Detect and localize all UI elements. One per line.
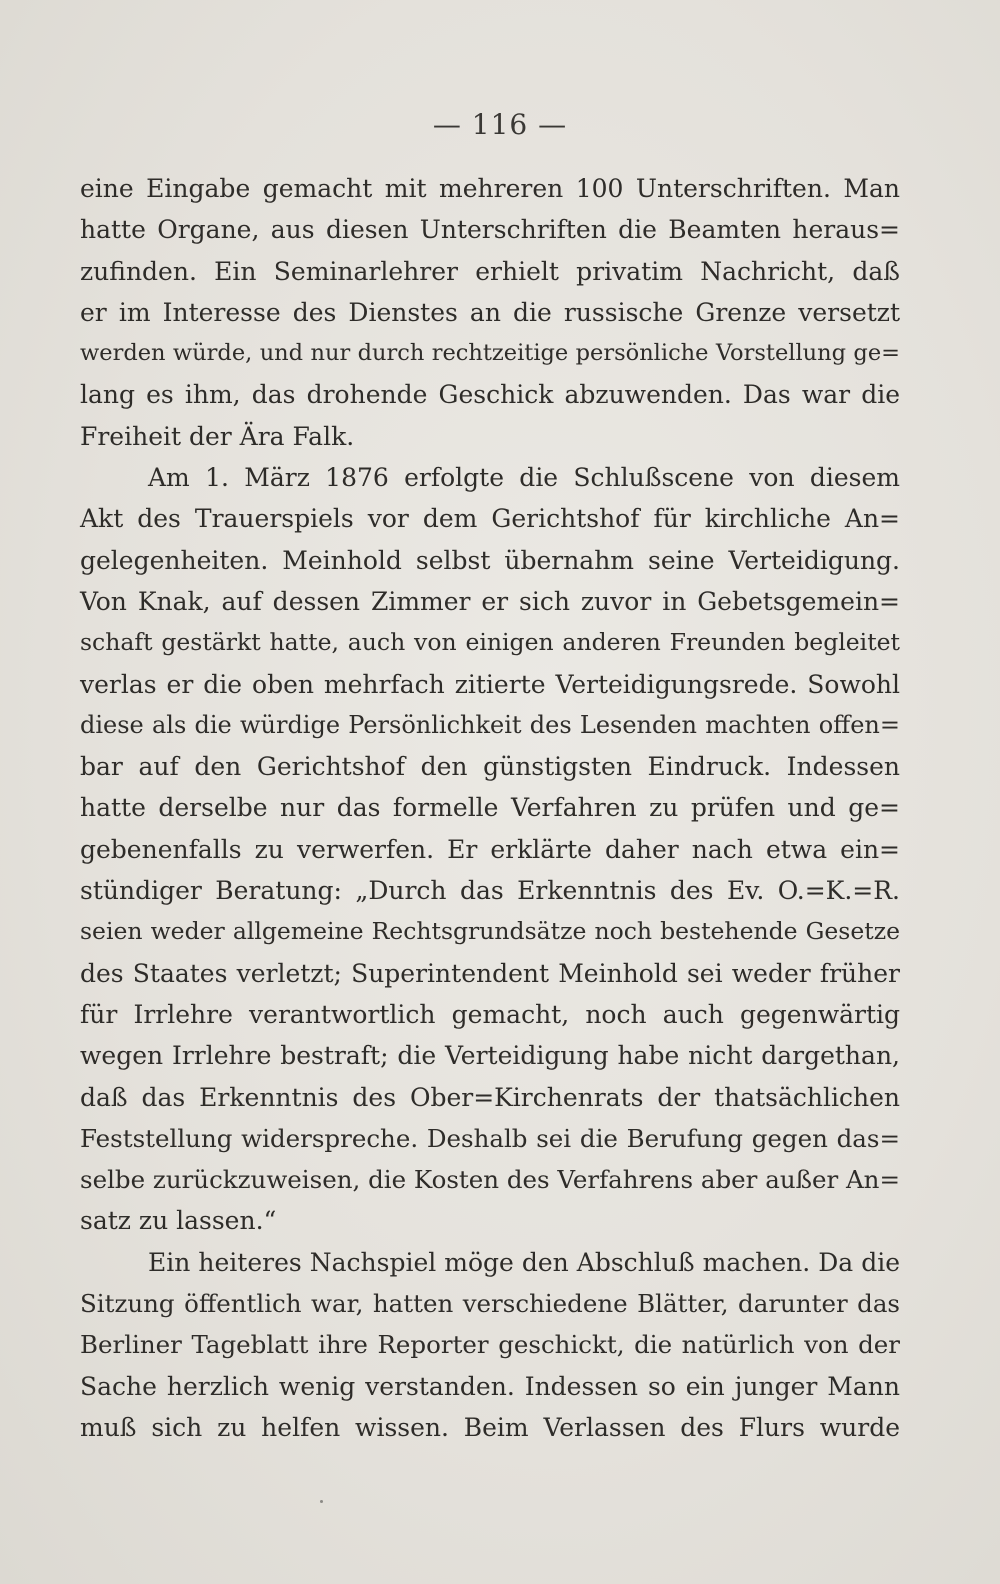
text-line: stündiger Beratung: „Durch das Erkenntnis des Ev. O.=K.=R. [80, 876, 900, 906]
text-line: eine Eingabe gemacht mit mehreren 100 Unterschriften. Man [80, 174, 900, 203]
text-line: selbe zurückzuweisen, die Kosten des Verfahrens aber außer An= [80, 1165, 900, 1195]
text-line: Feststellung widerspreche. Deshalb sei die Berufung gegen das= [80, 1123, 900, 1153]
text-line: Sitzung öffentlich war, hatten verschiedene Blätter, darunter das [80, 1289, 900, 1319]
text-line: verlas er die oben mehrfach zitierte Verteidigungsrede. Sowohl [80, 669, 900, 699]
text-line: satz zu lassen.“ [80, 1206, 277, 1236]
text-line: Ein heiteres Nachspiel möge den Abschluß machen. Da die [148, 1247, 900, 1277]
text-line: muß sich zu helfen wissen. Beim Verlassen des Flurs wurde [80, 1412, 900, 1442]
text-line: zufinden. Ein Seminarlehrer erhielt privatim Nachricht, daß [80, 256, 900, 286]
text-line: diese als die würdige Persönlichkeit des Lesenden machten offen= [80, 710, 900, 739]
text-line: Am 1. März 1876 erfolgte die Schlußscene von diesem [148, 463, 900, 493]
text-line: Sache herzlich wenig verstanden. Indessen so ein junger Mann [80, 1371, 900, 1401]
text-line: gelegenheiten. Meinhold selbst übernahm seine Verteidigung. [80, 545, 900, 575]
text-line: Berliner Tageblatt ihre Reporter geschickt, die natürlich von der [80, 1330, 900, 1360]
body-text [80, 168, 900, 1448]
page-number: — 116 — [432, 108, 568, 141]
text-line: Akt des Trauerspiels vor dem Gerichtshof für kirchliche An= [80, 504, 900, 534]
text-line: lang es ihm, das drohende Geschick abzuwenden. Das war die [80, 380, 900, 410]
text-line: werden würde, und nur durch rechtzeitige persönliche Vorstellung ge= [80, 340, 900, 367]
text-line: gebenenfalls zu verwerfen. Er erklärte daher nach etwa ein= [80, 834, 900, 864]
text-line: daß das Erkenntnis des Ober=Kirchenrats der thatsächlichen [80, 1082, 900, 1112]
text-line: für Irrlehre verantwortlich gemacht, noch auch gegenwärtig [80, 999, 900, 1029]
text-line: des Staates verletzt; Superintendent Meinhold sei weder früher [80, 958, 900, 988]
text-line: wegen Irrlehre bestraft; die Verteidigung habe nicht dargethan, [80, 1041, 900, 1071]
text-line: hatte Organe, aus diesen Unterschriften die Beamten heraus= [80, 215, 900, 245]
text-line: Freiheit der Ära Falk. [80, 421, 355, 451]
text-line: hatte derselbe nur das formelle Verfahren zu prüfen und ge= [80, 793, 900, 823]
text-line: er im Interesse des Dienstes an die russische Grenze versetzt [80, 297, 900, 327]
text-line: schaft gestärkt hatte, auch von einigen anderen Freunden begleitet [80, 628, 900, 657]
text-line: Von Knak, auf dessen Zimmer er sich zuvor in Gebetsgemein= [80, 586, 900, 616]
paper-speck [320, 1500, 323, 1503]
text-line: bar auf den Gerichtshof den günstigsten Eindruck. Indessen [80, 752, 900, 782]
text-line: seien weder allgemeine Rechtsgrundsätze noch bestehende Gesetze [80, 917, 900, 946]
